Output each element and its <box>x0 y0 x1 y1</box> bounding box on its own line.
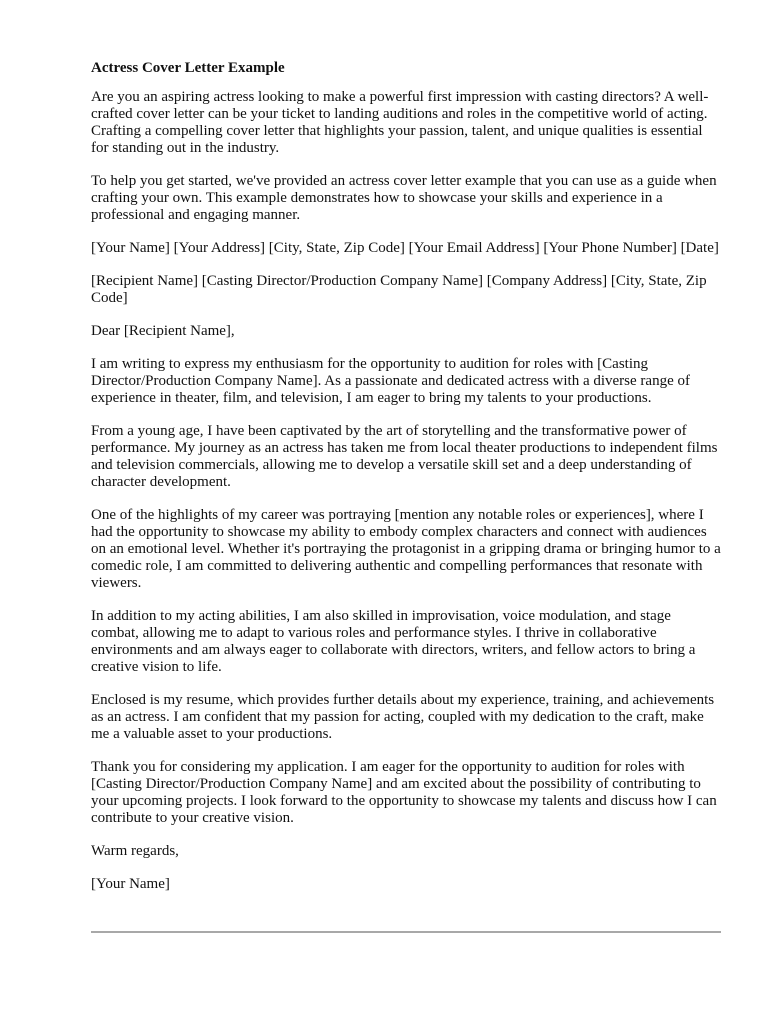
intro-paragraph: Are you an aspiring actress looking to make a powerful first impression with casting directors? A well-crafted cover letter can be your ticket to landing auditions and roles in the competitive world of acting. Crafting a compelling cover letter that highlights your passion, talent, and unique qualities is essential for standing out in the industry. <box>91 89 709 156</box>
document-page <box>91 60 721 909</box>
body-paragraph-background: From a young age, I have been captivated by the art of storytelling and the transformative power of performance. My journey as an actress has taken me from local theater productions to independent films and television commercials, allowing me to develop a versatile skill set and a deep understanding of character development. <box>91 423 718 490</box>
body-paragraph-enthusiasm: I am writing to express my enthusiasm for the opportunity to audition for roles with [Casting Director/Production Company Name]. As a passionate and dedicated actress with a diverse range of experience in theater, film, and television, I am eager to bring my talents to your productions. <box>91 356 690 406</box>
body-paragraph-highlights: One of the highlights of my career was portraying [mention any notable roles or experiences], where I had the opportunity to showcase my ability to embody complex characters and connect with audiences on an emotional level. Whether it's portraying the protagonist in a gripping drama or bringing humor to a comedic role, I am committed to delivering authentic and compelling performances that resonate with viewers. <box>91 507 721 591</box>
guide-paragraph: To help you get started, we've provided an actress cover letter example that you can use as a guide when crafting your own. This example demonstrates how to showcase your skills and experience in a professional and engaging manner. <box>91 173 717 223</box>
document-title: Actress Cover Letter Example <box>91 60 285 76</box>
body-paragraph-closing: Thank you for considering my application. I am eager for the opportunity to audition for roles with [Casting Director/Production Company Name] and am excited about the possibility of contributing to your upcoming projects. I look forward to the opportunity to showcase my talents and discuss how I can contribute to your creative vision. <box>91 759 717 826</box>
salutation: Dear [Recipient Name], <box>91 323 235 339</box>
body-paragraph-resume: Enclosed is my resume, which provides further details about my experience, training, and achievements as an actress. I am confident that my passion for acting, coupled with my dedication to the craft, make me a valuable asset to your productions. <box>91 692 715 742</box>
signature-name: [Your Name] <box>91 876 170 892</box>
body-paragraph-skills: In addition to my acting abilities, I am also skilled in improvisation, voice modulation, and stage combat, allowing me to adapt to various roles and performance styles. I thrive in collaborative environments and am always eager to collaborate with directors, writers, and fellow actors to bring a creative vision to life. <box>91 608 696 675</box>
sign-off: Warm regards, <box>91 843 179 859</box>
recipient-address-block: [Recipient Name] [Casting Director/Production Company Name] [Company Address] [City, State, Zip Code] <box>91 273 707 306</box>
sender-address-block: [Your Name] [Your Address] [City, State, Zip Code] [Your Email Address] [Your Phone Number] [Date] <box>91 240 719 256</box>
footer-divider <box>91 931 721 933</box>
